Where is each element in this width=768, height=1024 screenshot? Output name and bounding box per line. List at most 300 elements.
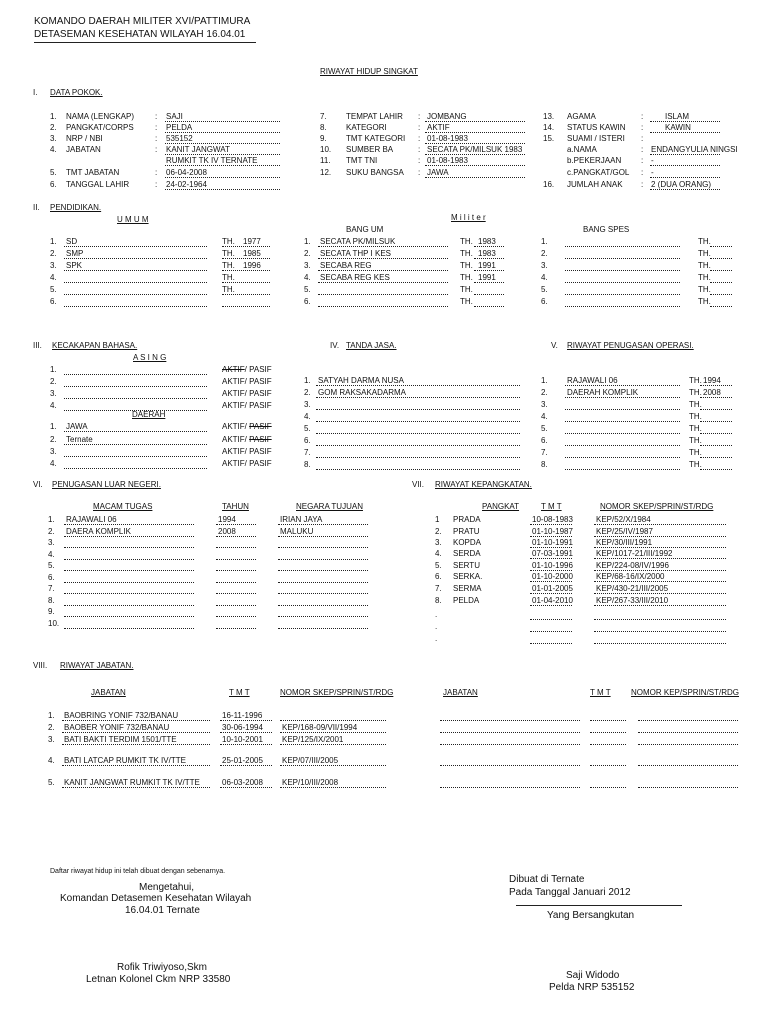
field-label: JABATAN bbox=[66, 145, 101, 154]
row-number: 6. bbox=[50, 297, 57, 306]
rank-decree: KEP/68-16/IX/2000 bbox=[596, 572, 665, 581]
row-number: 7. bbox=[541, 448, 548, 457]
signatory-label: Yang Bersangkutan bbox=[547, 910, 635, 921]
fill-line bbox=[220, 720, 272, 721]
th-label: TH. bbox=[460, 261, 473, 270]
education-year: 1983 bbox=[478, 237, 496, 246]
row-number: 7. bbox=[304, 448, 311, 457]
fill-line bbox=[64, 306, 207, 307]
row-number: 2. bbox=[50, 377, 57, 386]
education-name: SECABA REG KES bbox=[320, 273, 390, 282]
made-at: Dibuat di Ternate bbox=[509, 874, 585, 885]
column-header-nomor: NOMOR SKEP/SPRIN/ST/RDG bbox=[280, 688, 394, 697]
commander-rank: Letnan Kolonel Ckm NRP 33580 bbox=[86, 974, 231, 985]
fill-line bbox=[64, 431, 207, 432]
field-label: NAMA (LENGKAP) bbox=[66, 112, 135, 121]
row-number: 2. bbox=[50, 249, 57, 258]
field-line bbox=[165, 132, 280, 133]
row-number: 3. bbox=[50, 389, 57, 398]
th-label: TH. bbox=[460, 237, 473, 246]
assignment-year: 1994 bbox=[218, 515, 236, 524]
education-year: 1991 bbox=[478, 273, 496, 282]
field-label: PANGKAT/CORPS bbox=[66, 123, 134, 132]
assignment-name: RAJAWALI 06 bbox=[66, 515, 117, 524]
fill-line bbox=[565, 433, 680, 434]
row-number: 2. bbox=[50, 123, 57, 132]
column-header-nomor-2: NOMOR KEP/SPRIN/ST/RDG bbox=[631, 688, 740, 697]
field-value: 01-08-1983 bbox=[427, 134, 468, 143]
fill-line bbox=[64, 456, 207, 457]
field-line bbox=[165, 143, 280, 144]
fill-line bbox=[474, 294, 504, 295]
th-label: TH. bbox=[689, 400, 702, 409]
fill-line bbox=[565, 469, 680, 470]
row-number: 7. bbox=[48, 584, 55, 593]
fill-line bbox=[64, 398, 207, 399]
column-header-tmt: T M T bbox=[229, 688, 250, 697]
rank-tmt: 01-10-2000 bbox=[532, 572, 573, 581]
fill-line bbox=[278, 628, 368, 629]
position-tmt: 25-01-2005 bbox=[222, 756, 263, 765]
position-tmt: 30-06-1994 bbox=[222, 723, 263, 732]
header-command: KOMANDO DAERAH MILITER XVI/PATTIMURA bbox=[34, 16, 251, 27]
row-number: 4. bbox=[50, 401, 57, 410]
separator-colon: : bbox=[641, 168, 644, 177]
th-label: TH. bbox=[698, 285, 711, 294]
section-number: VI. bbox=[33, 480, 43, 489]
rank-name: SERKA. bbox=[453, 572, 483, 581]
row-number: 4. bbox=[50, 145, 57, 154]
fill-line bbox=[530, 570, 572, 571]
fill-line bbox=[530, 631, 572, 632]
fill-line bbox=[64, 386, 207, 387]
fill-line bbox=[530, 547, 572, 548]
education-name: SECATA THP I KES bbox=[320, 249, 391, 258]
fill-line bbox=[594, 619, 726, 620]
fill-line bbox=[64, 282, 207, 283]
fill-line bbox=[278, 559, 368, 560]
fill-line bbox=[565, 445, 680, 446]
rank-name: PRATU bbox=[453, 527, 480, 536]
row-number: 2. bbox=[304, 249, 311, 258]
fill-line bbox=[700, 433, 732, 434]
rank-name: SERMA bbox=[453, 584, 482, 593]
field-value: JAWA bbox=[427, 168, 449, 177]
fill-line bbox=[318, 246, 448, 247]
row-number: . bbox=[435, 622, 438, 631]
column-header-jabatan: JABATAN bbox=[91, 688, 126, 697]
field-line bbox=[425, 121, 525, 122]
row-number: 6. bbox=[50, 180, 57, 189]
fill-line bbox=[62, 787, 210, 788]
row-number: 7. bbox=[320, 112, 327, 121]
fill-line bbox=[278, 605, 368, 606]
fill-line bbox=[222, 306, 270, 307]
row-number: 6. bbox=[541, 436, 548, 445]
separator-colon: : bbox=[641, 156, 644, 165]
fill-line bbox=[316, 445, 520, 446]
field-line bbox=[650, 189, 720, 190]
field-line bbox=[165, 177, 280, 178]
row-number: 4. bbox=[541, 412, 548, 421]
fill-line bbox=[222, 246, 270, 247]
separator-colon: : bbox=[641, 145, 644, 154]
fill-line bbox=[565, 457, 680, 458]
fill-line bbox=[278, 524, 368, 525]
row-number: 8. bbox=[435, 596, 442, 605]
rank-decree: KEP/25/IV/1987 bbox=[596, 527, 653, 536]
row-number: 9. bbox=[48, 607, 55, 616]
row-number: 5. bbox=[541, 285, 548, 294]
fill-line bbox=[440, 744, 580, 745]
field-label: SUMBER BA bbox=[346, 145, 394, 154]
operation-year: 1994 bbox=[703, 376, 721, 385]
row-number: 8. bbox=[541, 460, 548, 469]
subheading-asing: A S I N G bbox=[133, 353, 167, 362]
fill-line bbox=[316, 385, 520, 386]
section-number: I. bbox=[33, 88, 38, 97]
fill-line bbox=[64, 536, 194, 537]
fill-line bbox=[700, 397, 732, 398]
assignment-country: IRIAN JAYA bbox=[280, 515, 323, 524]
position-decree: KEP/125/IX/2001 bbox=[282, 735, 344, 744]
th-label: TH. bbox=[460, 249, 473, 258]
th-label: TH. bbox=[689, 460, 702, 469]
field-label: SUKU BANGSA bbox=[346, 168, 404, 177]
section-title-operasi: RIWAYAT PENUGASAN OPERASI. bbox=[567, 341, 694, 350]
fill-line bbox=[280, 787, 386, 788]
field-value: 06-04-2008 bbox=[166, 168, 207, 177]
fill-line bbox=[278, 616, 368, 617]
fill-line bbox=[64, 270, 207, 271]
fill-line bbox=[638, 720, 738, 721]
th-label: TH. bbox=[698, 249, 711, 258]
field-label: a.NAMA bbox=[567, 145, 597, 154]
subheading-umum: U M U M bbox=[117, 215, 149, 224]
fill-line bbox=[530, 593, 572, 594]
th-label: TH. bbox=[698, 297, 711, 306]
fill-line bbox=[216, 605, 256, 606]
fill-line bbox=[565, 270, 680, 271]
separator-colon: : bbox=[418, 112, 421, 121]
row-number: 5. bbox=[304, 424, 311, 433]
fill-line bbox=[316, 433, 520, 434]
education-year: 1985 bbox=[243, 249, 261, 258]
section-title-luar-negeri: PENUGASAN LUAR NEGERI. bbox=[52, 480, 161, 489]
row-number: 1. bbox=[50, 422, 57, 431]
row-number: 1. bbox=[48, 515, 55, 524]
fill-line bbox=[216, 593, 256, 594]
field-line bbox=[425, 165, 525, 166]
fill-line bbox=[318, 294, 448, 295]
signature-line bbox=[516, 905, 682, 906]
th-label: TH. bbox=[460, 297, 473, 306]
separator-colon: : bbox=[641, 112, 644, 121]
fill-line bbox=[530, 581, 572, 582]
row-number: 11. bbox=[320, 156, 331, 165]
position-name: BATI BAKTI TERDIM 1501/TTE bbox=[64, 735, 177, 744]
field-label: STATUS KAWIN bbox=[567, 123, 626, 132]
fill-line bbox=[594, 524, 726, 525]
fill-line bbox=[700, 421, 732, 422]
fill-line bbox=[440, 787, 580, 788]
th-label: TH. bbox=[689, 388, 702, 397]
field-label: TANGGAL LAHIR bbox=[66, 180, 130, 189]
section-title-jabatan: RIWAYAT JABATAN. bbox=[60, 661, 134, 670]
th-label: TH. bbox=[460, 273, 473, 282]
fill-line bbox=[590, 787, 626, 788]
operation-year: 2008 bbox=[703, 388, 721, 397]
column-header-tugas: MACAM TUGAS bbox=[93, 502, 153, 511]
field-line bbox=[650, 154, 720, 155]
field-value: AKTIF bbox=[427, 123, 450, 132]
column-header-nomor: NOMOR SKEP/SPRIN/ST/RDG bbox=[600, 502, 714, 511]
separator-colon: : bbox=[155, 145, 158, 154]
field-line bbox=[165, 165, 280, 166]
signatory-rank: Pelda NRP 535152 bbox=[549, 982, 635, 993]
column-header-jabatan-2: JABATAN bbox=[443, 688, 478, 697]
position-name: BAOBER YONIF 732/BANAU bbox=[64, 723, 170, 732]
fill-line bbox=[565, 246, 680, 247]
row-number: 1. bbox=[50, 112, 57, 121]
row-number: 1. bbox=[304, 237, 311, 246]
fill-line bbox=[62, 732, 210, 733]
fill-line bbox=[64, 444, 207, 445]
rank-decree: KEP/52/X/1984 bbox=[596, 515, 651, 524]
field-value: SAJI bbox=[166, 112, 183, 121]
fill-line bbox=[590, 732, 626, 733]
row-number: 10. bbox=[48, 619, 60, 628]
field-label: NRP / NBI bbox=[66, 134, 103, 143]
fill-line bbox=[530, 643, 572, 644]
position-tmt: 16-11-1996 bbox=[222, 711, 263, 720]
row-number: . bbox=[435, 634, 438, 643]
fill-line bbox=[710, 246, 732, 247]
fill-line bbox=[316, 457, 520, 458]
fill-line bbox=[318, 258, 448, 259]
row-number: 2. bbox=[48, 723, 55, 732]
row-number: 1. bbox=[50, 237, 57, 246]
row-number: 8. bbox=[48, 596, 55, 605]
field-line bbox=[425, 154, 525, 155]
fill-line bbox=[565, 409, 680, 410]
row-number: 1. bbox=[541, 237, 548, 246]
section-title-pendidikan: PENDIDIKAN. bbox=[50, 203, 102, 212]
rank-decree: KEP/430-21/III/2005 bbox=[596, 584, 669, 593]
education-year: 1977 bbox=[243, 237, 261, 246]
column-header-tahun: TAHUN bbox=[222, 502, 249, 511]
rank-decree: KEP/267-33/III/2010 bbox=[596, 596, 669, 605]
separator-colon: : bbox=[155, 123, 158, 132]
section-number: II. bbox=[33, 203, 40, 212]
assignment-country: MALUKU bbox=[280, 527, 314, 536]
commander-unit: 16.04.01 Ternate bbox=[125, 905, 200, 916]
fill-line bbox=[565, 385, 680, 386]
fill-line bbox=[216, 582, 256, 583]
fill-line bbox=[530, 524, 572, 525]
fill-line bbox=[590, 744, 626, 745]
rank-tmt: 07-03-1991 bbox=[532, 549, 573, 558]
field-label: JUMLAH ANAK bbox=[567, 180, 623, 189]
fill-line bbox=[710, 294, 732, 295]
row-number: 4. bbox=[48, 550, 55, 559]
field-line bbox=[425, 177, 525, 178]
th-label: TH. bbox=[689, 376, 702, 385]
fill-line bbox=[710, 306, 732, 307]
fill-line bbox=[220, 732, 272, 733]
row-number: 4. bbox=[435, 549, 442, 558]
section-title-bahasa: KECAKAPAN BAHASA. bbox=[52, 341, 138, 350]
language-status: AKTIF/ PASIF bbox=[222, 459, 272, 468]
fill-line bbox=[474, 306, 504, 307]
fill-line bbox=[594, 547, 726, 548]
fill-line bbox=[64, 570, 194, 571]
separator-colon: : bbox=[155, 168, 158, 177]
fill-line bbox=[594, 581, 726, 582]
th-label: TH. bbox=[689, 448, 702, 457]
row-number: 6. bbox=[435, 572, 442, 581]
row-number: 2. bbox=[541, 388, 548, 397]
field-value: JOMBANG bbox=[427, 112, 467, 121]
field-label: TEMPAT LAHIR bbox=[346, 112, 403, 121]
language-status: AKTIF/ PASIF bbox=[222, 389, 272, 398]
row-number: 16. bbox=[543, 180, 555, 189]
field-value: SECATA PK/MILSUK 1983 bbox=[427, 145, 523, 154]
row-number: 1. bbox=[48, 711, 55, 720]
field-value: ISLAM bbox=[665, 112, 690, 121]
fill-line bbox=[216, 547, 256, 548]
document-title: RIWAYAT HIDUP SINGKAT bbox=[320, 67, 418, 76]
row-number: 2. bbox=[48, 527, 55, 536]
row-number: 1. bbox=[50, 365, 57, 374]
fill-line bbox=[278, 582, 368, 583]
field-label: AGAMA bbox=[567, 112, 596, 121]
fill-line bbox=[64, 374, 207, 375]
row-number: 3. bbox=[435, 538, 442, 547]
row-number: 4. bbox=[541, 273, 548, 282]
row-number: 3. bbox=[48, 538, 55, 547]
assignment-name: DAERA KOMPLIK bbox=[66, 527, 131, 536]
row-number: 9. bbox=[320, 134, 327, 143]
row-number: 5. bbox=[48, 561, 55, 570]
position-decree: KEP/168-09/VII/1994 bbox=[282, 723, 358, 732]
field-label: TMT TNI bbox=[346, 156, 378, 165]
operation-name: DAERAH KOMPLIK bbox=[567, 388, 639, 397]
fill-line bbox=[590, 765, 626, 766]
column-header-tmt: T M T bbox=[541, 502, 562, 511]
fill-line bbox=[316, 469, 520, 470]
field-line bbox=[650, 165, 720, 166]
fill-line bbox=[700, 457, 732, 458]
position-name: BAOBRING YONIF 732/BANAU bbox=[64, 711, 179, 720]
fill-line bbox=[638, 787, 738, 788]
subheading-bang-um: BANG UM bbox=[346, 225, 384, 234]
row-number: 5. bbox=[50, 285, 57, 294]
commander-name: Rofik Triwiyoso,Skm bbox=[117, 962, 208, 973]
fill-line bbox=[700, 385, 732, 386]
row-number: 2. bbox=[541, 249, 548, 258]
row-number: 13. bbox=[543, 112, 555, 121]
fill-line bbox=[530, 558, 572, 559]
declaration-note: Daftar riwayat hidup ini telah dibuat dengan sebenarnya. bbox=[50, 868, 226, 875]
row-number: 12. bbox=[320, 168, 332, 177]
field-value: KAWIN bbox=[665, 123, 691, 132]
rank-tmt: 01-01-2005 bbox=[532, 584, 573, 593]
fill-line bbox=[474, 282, 504, 283]
row-number: 3. bbox=[50, 134, 57, 143]
fill-line bbox=[530, 605, 572, 606]
education-name: SD bbox=[66, 237, 78, 246]
row-number: 2. bbox=[50, 435, 57, 444]
row-number: 10. bbox=[320, 145, 332, 154]
separator-colon: : bbox=[418, 123, 421, 132]
row-number: 5. bbox=[304, 285, 311, 294]
field-line bbox=[165, 189, 280, 190]
row-number: . bbox=[435, 610, 438, 619]
education-name: SECATA PK/MILSUK bbox=[320, 237, 396, 246]
fill-line bbox=[710, 270, 732, 271]
row-number: 4. bbox=[304, 273, 311, 282]
field-value: - bbox=[651, 156, 654, 165]
fill-line bbox=[62, 720, 210, 721]
fill-line bbox=[216, 616, 256, 617]
row-number: 8. bbox=[304, 460, 311, 469]
fill-line bbox=[710, 258, 732, 259]
field-line bbox=[165, 121, 280, 122]
row-number: 1. bbox=[541, 376, 548, 385]
field-value: KANIT JANGWAT bbox=[166, 145, 230, 154]
operation-name: RAJAWALI 06 bbox=[567, 376, 618, 385]
fill-line bbox=[64, 605, 194, 606]
fill-line bbox=[216, 524, 256, 525]
fill-line bbox=[316, 421, 520, 422]
th-label: TH. bbox=[689, 412, 702, 421]
subheading-bang-spes: BANG SPES bbox=[583, 225, 630, 234]
row-number: 4. bbox=[48, 756, 55, 765]
th-label: TH. bbox=[689, 424, 702, 433]
fill-line bbox=[278, 593, 368, 594]
fill-line bbox=[638, 732, 738, 733]
rank-tmt: 01-10-1991 bbox=[532, 538, 573, 547]
separator-colon: : bbox=[418, 156, 421, 165]
field-label: TMT KATEGORI bbox=[346, 134, 406, 143]
fill-line bbox=[638, 744, 738, 745]
fill-line bbox=[700, 469, 732, 470]
row-number: 3. bbox=[541, 400, 548, 409]
row-number: 15. bbox=[543, 134, 555, 143]
education-name: SECABA REG bbox=[320, 261, 372, 270]
separator-colon: : bbox=[155, 134, 158, 143]
row-number: 3. bbox=[50, 447, 57, 456]
th-label: TH. bbox=[460, 285, 473, 294]
row-number: 3. bbox=[541, 261, 548, 270]
assignment-year: 2008 bbox=[218, 527, 236, 536]
rank-tmt: 01-04-2010 bbox=[532, 596, 573, 605]
fill-line bbox=[278, 570, 368, 571]
th-label: TH. bbox=[222, 285, 235, 294]
position-tmt: 06-03-2008 bbox=[222, 778, 263, 787]
section-number: III. bbox=[33, 341, 42, 350]
rank-name: SERTU bbox=[453, 561, 480, 570]
separator-colon: : bbox=[155, 112, 158, 121]
fill-line bbox=[280, 765, 386, 766]
field-value: RUMKIT TK IV TERNATE bbox=[166, 156, 258, 165]
rank-tmt: 01-10-1996 bbox=[532, 561, 573, 570]
fill-line bbox=[64, 628, 194, 629]
decoration-name: GOM RAKSAKADARMA bbox=[318, 388, 407, 397]
field-line bbox=[425, 132, 525, 133]
fill-line bbox=[64, 246, 207, 247]
